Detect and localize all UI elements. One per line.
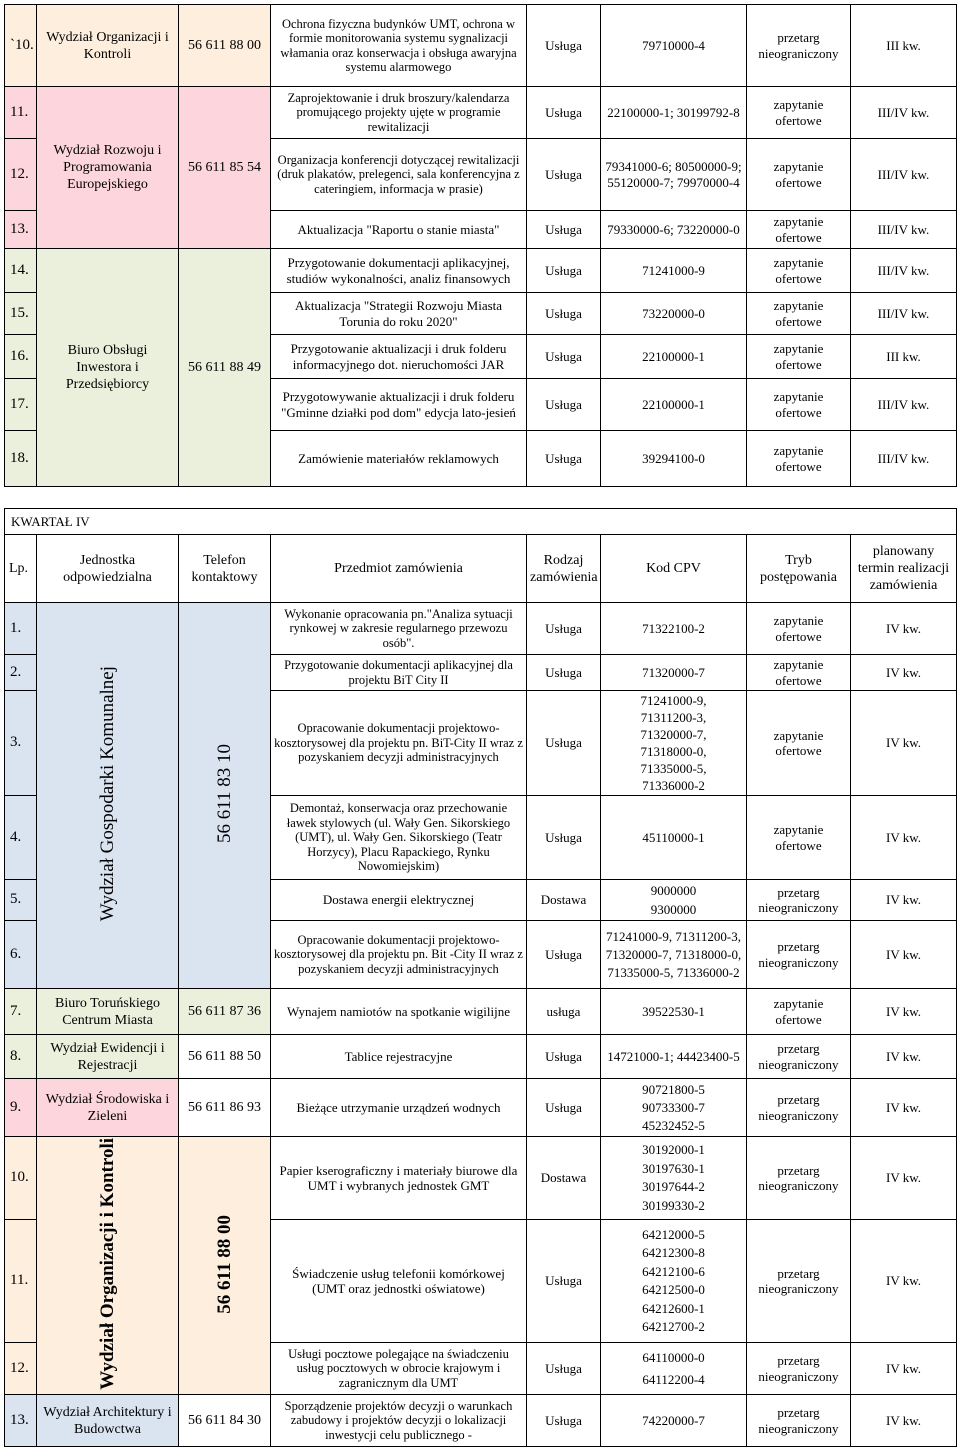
cpv-code: [601, 880, 747, 921]
planned-term: IV kw.: [851, 691, 957, 796]
row-number: 13.: [5, 211, 37, 249]
cpv-code-line: 9300000: [650, 902, 697, 917]
order-type: Usługa: [527, 335, 601, 379]
header-subject: Przedmiot zamówienia: [271, 535, 527, 603]
order-type: Usługa: [527, 87, 601, 139]
procedure-mode: zapytanie ofertowe: [747, 87, 851, 139]
row-number: 5.: [5, 880, 37, 921]
row-number: 11.: [5, 87, 37, 139]
header-phone: Telefon kontaktowy: [179, 535, 271, 603]
header-type: Rodzaj zamówienia: [527, 535, 601, 603]
order-subject: Zamówienie materiałów reklamowych: [271, 431, 527, 487]
cpv-code: [601, 921, 747, 989]
cpv-code-line: 64212100-6: [642, 1263, 705, 1279]
header-term: planowany termin realizacji zamówienia: [851, 535, 957, 603]
procedure-mode: zapytanie ofertowe: [747, 603, 851, 655]
cpv-code: [601, 691, 747, 796]
cpv-code-line: 64212700-2: [642, 1319, 705, 1335]
unit-name: Wydział Gospodarki Komunalnej: [96, 666, 118, 922]
order-subject: Bieżące utrzymanie urządzeń wodnych: [271, 1079, 527, 1137]
order-type: Usługa: [527, 249, 601, 293]
unit-phone: 56 611 85 54: [179, 87, 271, 249]
cpv-code-line: 39522530-1: [642, 1003, 705, 1019]
cpv-code: 79341000-6; 80500000-9; 55120000-7; 79970000-4: [601, 139, 747, 211]
header-cpv: Kod CPV: [601, 535, 747, 603]
cpv-code: [601, 655, 747, 691]
order-type: usługa: [527, 989, 601, 1035]
procedure-mode: zapytanie ofertowe: [747, 211, 851, 249]
order-type: Usługa: [527, 1035, 601, 1079]
procedure-mode: przetarg nieograniczony: [747, 880, 851, 921]
cpv-code-line: 30197630-1: [642, 1160, 705, 1176]
order-type: Usługa: [527, 1220, 601, 1343]
order-subject: Aktualizacja "Raportu o stanie miasta": [271, 211, 527, 249]
cpv-code: 79330000-6; 73220000-0: [601, 211, 747, 249]
planned-term: III kw.: [851, 5, 957, 87]
order-subject: Przygotowanie aktualizacji i druk folderu informacyjnego dot. nieruchomości JAR: [271, 335, 527, 379]
cpv-code-line: 71336000-2: [642, 778, 705, 793]
cpv-code-line: 71322100-2: [642, 620, 705, 636]
header-unit: Jednostka odpowiedzialna: [37, 535, 179, 603]
header-lp: Lp.: [5, 535, 37, 603]
table-row: [5, 1395, 957, 1447]
order-subject: Opracowanie dokumentacji projektowo-kosztorysowej dla projektu pn. Bit -City II wraz z pozyskaniem decyzji administracyjnych: [271, 921, 527, 989]
unit-phone-vertical: [179, 603, 271, 989]
table-row: [5, 603, 957, 655]
row-number: 13.: [5, 1395, 37, 1447]
table-row: [5, 1035, 957, 1079]
procedure-mode: przetarg nieograniczony: [747, 921, 851, 989]
order-type: Dostawa: [527, 880, 601, 921]
row-number: 8.: [5, 1035, 37, 1079]
order-type: Usługa: [527, 691, 601, 796]
cpv-code: [601, 1137, 747, 1220]
planned-term: IV kw.: [851, 989, 957, 1035]
procedure-mode: przetarg nieograniczony: [747, 1137, 851, 1220]
cpv-code-line: 74220000-7: [642, 1412, 705, 1428]
planned-term: IV kw.: [851, 603, 957, 655]
cpv-code-line: 71318000-0,: [640, 744, 707, 759]
cpv-code-line: 64112200-4: [642, 1371, 705, 1387]
cpv-code-line: 9000000: [650, 883, 697, 898]
unit-name: Wydział Organizacji i Kontroli: [96, 1138, 118, 1390]
procedure-mode: zapytanie ofertowe: [747, 335, 851, 379]
procedure-mode: przetarg nieograniczony: [747, 1035, 851, 1079]
order-type: Usługa: [527, 603, 601, 655]
planned-term: IV kw.: [851, 796, 957, 880]
procedure-mode: zapytanie ofertowe: [747, 691, 851, 796]
procedure-mode: przetarg nieograniczony: [747, 1079, 851, 1137]
planned-term: III/IV kw.: [851, 379, 957, 431]
cpv-code-line: 90733300-7: [642, 1099, 705, 1115]
cpv-code-line: 71241000-9, 71311200-3,: [606, 928, 741, 944]
cpv-code-line: 71320000-7, 71318000-0,: [605, 946, 742, 962]
row-number: 16.: [5, 335, 37, 379]
cpv-code: [601, 1395, 747, 1447]
cpv-code: [601, 1035, 747, 1079]
order-subject: Przygotowywanie aktualizacji i druk folderu "Gminne działki pod dom" edycja lato-jesień: [271, 379, 527, 431]
procedure-mode: zapytanie ofertowe: [747, 655, 851, 691]
unit-phone: 56 611 88 50: [179, 1035, 271, 1079]
cpv-code-line: 64212600-1: [642, 1300, 705, 1316]
cpv-code-line: 30199330-2: [642, 1197, 705, 1213]
row-number: 14.: [5, 249, 37, 293]
cpv-code: 22100000-1; 30199792-8: [601, 87, 747, 139]
planned-term: III/IV kw.: [851, 249, 957, 293]
order-subject: Usługi pocztowe polegające na świadczeniu usług pocztowych w obrocie krajowym i zagranicznym dla UMT: [271, 1343, 527, 1395]
unit-name: Wydział Ewidencji i Rejestracji: [37, 1035, 179, 1079]
cpv-code: 22100000-1: [601, 335, 747, 379]
table-row: [5, 5, 957, 87]
order-type: Usługa: [527, 796, 601, 880]
row-number: 3.: [5, 691, 37, 796]
header-row: [5, 535, 957, 603]
procedure-mode: zapytanie ofertowe: [747, 431, 851, 487]
row-number: 18.: [5, 431, 37, 487]
order-subject: Aktualizacja "Strategii Rozwoju Miasta Torunia do roku 2020": [271, 293, 527, 335]
quarter-title: KWARTAŁ IV: [5, 509, 957, 535]
header-mode: Tryb postępowania: [747, 535, 851, 603]
unit-phone: 56 611 86 93: [179, 1079, 271, 1137]
procedure-mode: zapytanie ofertowe: [747, 249, 851, 293]
unit-name: Wydział Rozwoju i Programowania Europejskiego: [37, 87, 179, 249]
planned-term: IV kw.: [851, 1137, 957, 1220]
planned-term: IV kw.: [851, 655, 957, 691]
row-number: 11.: [5, 1220, 37, 1343]
order-subject: Zaprojektowanie i druk broszury/kalendarza promującego projekty ujęte w programie rewitalizacji: [271, 87, 527, 139]
order-subject: Tablice rejestracyjne: [271, 1035, 527, 1079]
order-type: Usługa: [527, 139, 601, 211]
row-number: 6.: [5, 921, 37, 989]
procedure-mode: zapytanie ofertowe: [747, 379, 851, 431]
order-subject: Organizacja konferencji dotyczącej rewitalizacji (druk plakatów, prelegenci, sala konferencyjna z cateringiem, informacja w prasie): [271, 139, 527, 211]
procedure-mode: przetarg nieograniczony: [747, 1220, 851, 1343]
unit-phone: 56 611 88 00: [213, 1214, 235, 1314]
row-number: `10.: [5, 5, 37, 87]
order-type: Usługa: [527, 211, 601, 249]
cpv-code-line: 30192000-1: [642, 1142, 705, 1158]
order-type: Usługa: [527, 921, 601, 989]
cpv-code: 71241000-9: [601, 249, 747, 293]
order-subject: Wynajem namiotów na spotkanie wigilijne: [271, 989, 527, 1035]
order-type: Usługa: [527, 655, 601, 691]
order-type: Usługa: [527, 379, 601, 431]
unit-name: Biuro Toruńskiego Centrum Miasta: [37, 989, 179, 1035]
planned-term: IV kw.: [851, 1343, 957, 1395]
row-number: 17.: [5, 379, 37, 431]
cpv-code-line: 71320000-7,: [640, 727, 707, 742]
order-subject: Świadczenie usług telefonii komórkowej (UMT oraz jednostki oświatowe): [271, 1220, 527, 1343]
order-subject: Przygotowanie dokumentacji aplikacyjnej, studiów wykonalności, analiz finansowych: [271, 249, 527, 293]
order-subject: Papier kserograficzny i materiały biurowe dla UMT i wybranych jednostek GMT: [271, 1137, 527, 1220]
row-number: 12.: [5, 139, 37, 211]
cpv-code-line: 71335000-5,: [640, 761, 707, 776]
table-row: [5, 989, 957, 1035]
unit-phone: 56 611 87 36: [179, 989, 271, 1035]
row-number: 9.: [5, 1079, 37, 1137]
planned-term: III/IV kw.: [851, 211, 957, 249]
unit-phone: 56 611 88 49: [179, 249, 271, 487]
order-type: Usługa: [527, 5, 601, 87]
cpv-code-line: 30197644-2: [642, 1179, 705, 1195]
cpv-code-line: 14721000-1; 44423400-5: [607, 1048, 740, 1064]
order-subject: Sporządzenie projektów decyzji o warunkach zabudowy i projektów decyzji o lokalizacji inwestycji celu publicznego -: [271, 1395, 527, 1447]
cpv-code: 73220000-0: [601, 293, 747, 335]
order-subject: Demontaż, konserwacja oraz przechowanie ławek stylowych (ul. Wały Gen. Sikorskiego (UMT), ul. Wały Gen. Sikorskiego (Teatr Horzycy), Placu Rapackiego, Rynku Nowomiejskim): [271, 796, 527, 880]
row-number: 1.: [5, 603, 37, 655]
procedure-mode: przetarg nieograniczony: [747, 5, 851, 87]
cpv-code-line: 64212000-5: [642, 1226, 705, 1242]
order-type: Usługa: [527, 431, 601, 487]
planned-term: III/IV kw.: [851, 431, 957, 487]
cpv-code: [601, 603, 747, 655]
order-type: Usługa: [527, 1343, 601, 1395]
cpv-code: [601, 989, 747, 1035]
cpv-code-line: 45232452-5: [642, 1117, 705, 1133]
cpv-code-line: 71335000-5, 71336000-2: [607, 964, 740, 980]
unit-phone-vertical: [179, 1137, 271, 1395]
unit-name: Wydział Organizacji i Kontroli: [37, 5, 179, 87]
planned-term: IV kw.: [851, 1035, 957, 1079]
row-number: 4.: [5, 796, 37, 880]
unit-phone: 56 611 83 10: [213, 744, 235, 844]
cpv-code: 79710000-4: [601, 5, 747, 87]
table-row: [5, 1079, 957, 1137]
planned-term: III/IV kw.: [851, 139, 957, 211]
unit-name: Wydział Architektury i Budowctwa: [37, 1395, 179, 1447]
order-subject: Dostawa energii elektrycznej: [271, 880, 527, 921]
order-type: Dostawa: [527, 1137, 601, 1220]
order-subject: Wykonanie opracowania pn."Analiza sytuacji rynkowej w zakresie regularnego przewozu osób".: [271, 603, 527, 655]
planned-term: IV kw.: [851, 1220, 957, 1343]
cpv-code: 39294100-0: [601, 431, 747, 487]
planned-term: III/IV kw.: [851, 293, 957, 335]
unit-phone: 56 611 88 00: [179, 5, 271, 87]
order-subject: Opracowanie dokumentacji projektowo-kosztorysowej dla projektu pn. BiT-City II wraz z pozyskaniem decyzji administracyjnych: [271, 691, 527, 796]
unit-phone: 56 611 84 30: [179, 1395, 271, 1447]
unit-name: Biuro Obsługi Inwestora i Przedsiębiorcy: [37, 249, 179, 487]
cpv-code-line: 64212500-0: [642, 1282, 705, 1298]
procedure-mode: zapytanie ofertowe: [747, 989, 851, 1035]
procedure-mode: przetarg nieograniczony: [747, 1343, 851, 1395]
procedure-mode: zapytanie ofertowe: [747, 293, 851, 335]
cpv-code: [601, 1079, 747, 1137]
table-row: [5, 87, 957, 139]
row-number: 15.: [5, 293, 37, 335]
order-type: Usługa: [527, 1395, 601, 1447]
order-subject: Przygotowanie dokumentacji aplikacyjnej dla projektu BiT City II: [271, 655, 527, 691]
cpv-code: [601, 1220, 747, 1343]
cpv-code: [601, 796, 747, 880]
cpv-code-line: 71311200-3,: [640, 710, 707, 725]
planned-term: IV kw.: [851, 921, 957, 989]
row-number: 7.: [5, 989, 37, 1035]
planned-term: IV kw.: [851, 1395, 957, 1447]
cpv-code-line: 71241000-9,: [640, 693, 707, 708]
cpv-code: [601, 1343, 747, 1395]
procedure-mode: przetarg nieograniczony: [747, 1395, 851, 1447]
planned-term: III/IV kw.: [851, 87, 957, 139]
procurement-table-q4: [4, 508, 957, 1447]
procurement-table-continued: [4, 4, 957, 487]
cpv-code-line: 64212300-8: [642, 1245, 705, 1261]
order-type: Usługa: [527, 1079, 601, 1137]
procedure-mode: zapytanie ofertowe: [747, 796, 851, 880]
table-row: [5, 249, 957, 293]
cpv-code: 22100000-1: [601, 379, 747, 431]
unit-name-vertical: [37, 1137, 179, 1395]
cpv-code-line: 90721800-5: [642, 1081, 705, 1097]
order-type: Usługa: [527, 293, 601, 335]
order-subject: Ochrona fizyczna budynków UMT, ochrona w formie monitorowania systemu sygnalizacji włamania oraz konserwacja i obsługa awaryjna systemu alarmowego: [271, 5, 527, 87]
planned-term: III kw.: [851, 335, 957, 379]
cpv-code-line: 45110000-1: [642, 829, 705, 845]
unit-name: Wydział Środowiska i Zieleni: [37, 1079, 179, 1137]
row-number: 10.: [5, 1137, 37, 1220]
row-number: 12.: [5, 1343, 37, 1395]
table-row: [5, 1137, 957, 1220]
planned-term: IV kw.: [851, 880, 957, 921]
procedure-mode: zapytanie ofertowe: [747, 139, 851, 211]
cpv-code-line: 71320000-7: [642, 664, 705, 680]
unit-name-vertical: [37, 603, 179, 989]
cpv-code-line: 64110000-0: [642, 1349, 705, 1365]
row-number: 2.: [5, 655, 37, 691]
planned-term: IV kw.: [851, 1079, 957, 1137]
